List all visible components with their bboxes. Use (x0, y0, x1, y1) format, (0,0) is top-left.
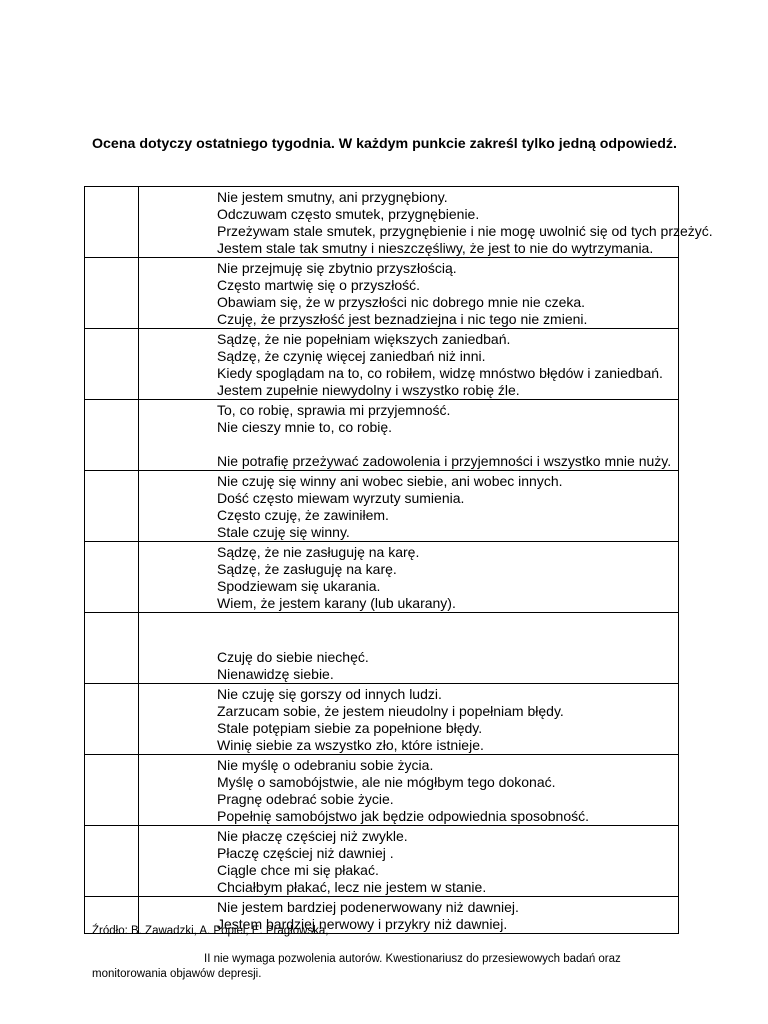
answer-option[interactable]: Czuję do siebie niechęć. (217, 649, 369, 665)
answer-option[interactable]: Myślę o samobójstwie, ale nie mógłbym tego dokonać. (217, 774, 556, 790)
answer-option[interactable]: Przeżywam stale smutek, przygnębienie i nie mogę uwolnić się od tych przeżyć. (217, 223, 713, 239)
answer-mark-cell[interactable] (85, 826, 139, 897)
answer-option[interactable]: Ciągle chce mi się płakać. (217, 862, 379, 878)
answer-option[interactable]: Sądzę, że czynię więcej zaniedbań niż inni. (217, 348, 486, 364)
answer-option[interactable]: Obawiam się, że w przyszłości nic dobrego mnie nie czeka. (217, 294, 586, 310)
answer-option[interactable]: Sądzę, że zasługuję na karę. (217, 561, 397, 577)
answer-mark-cell[interactable] (85, 400, 139, 471)
answer-option[interactable]: Nie cieszy mnie to, co robię. (217, 419, 393, 435)
question-row (85, 187, 679, 258)
page-heading: Ocena dotyczy ostatniego tygodnia. W każdym punkcie zakreśl tylko jedną odpowiedź. (92, 136, 677, 152)
answer-options-cell (139, 187, 713, 258)
answer-option[interactable]: Płaczę częściej niż dawniej . (217, 845, 394, 861)
answer-option[interactable]: Wiem, że jestem karany (lub ukarany). (217, 595, 456, 611)
questionnaire-table (84, 186, 713, 934)
answer-option[interactable]: Czuję, że przyszłość jest beznadziejna i nic tego nie zmieni. (217, 311, 588, 327)
answer-option[interactable]: Stale potępiam siebie za popełnione błędy. (217, 720, 483, 736)
answer-option[interactable]: Odczuwam często smutek, przygnębienie. (217, 206, 480, 222)
answer-options-cell (139, 755, 679, 826)
answer-option[interactable]: Nie czuję się winny ani wobec siebie, ani wobec innych. (217, 473, 563, 489)
question-row (85, 684, 679, 755)
question-row (85, 826, 679, 897)
answer-option[interactable]: Nie przejmuję się zbytnio przyszłością. (217, 260, 457, 276)
license-note: II nie wymaga pozwolenia autorów. Kwestionariusz do przesiewowych badań oraz monitorowania objawów depresji. (92, 953, 621, 980)
answer-option[interactable] (217, 632, 678, 649)
answer-option[interactable]: Często czuję, że zawiniłem. (217, 507, 389, 523)
answer-options-cell (139, 471, 679, 542)
answer-option[interactable]: Nie myślę o odebraniu sobie życia. (217, 757, 434, 773)
question-row (85, 542, 679, 613)
answer-options-cell (139, 258, 679, 329)
question-row (85, 755, 679, 826)
question-row (85, 471, 679, 542)
answer-option[interactable]: Zarzucam sobie, że jestem nieudolny i popełniam błędy. (217, 703, 564, 719)
answer-options-cell (139, 329, 679, 400)
answer-option[interactable] (217, 615, 678, 632)
answer-option[interactable]: Chciałbym płakać, lecz nie jestem w stanie. (217, 879, 487, 895)
answer-option[interactable]: To, co robię, sprawia mi przyjemność. (217, 402, 451, 418)
answer-options-cell (139, 826, 679, 897)
answer-option[interactable]: Kiedy spoglądam na to, co robiłem, widzę mnóstwo błędów i zaniedbań. (217, 365, 663, 381)
questionnaire-body (85, 187, 713, 934)
answer-option[interactable]: Sądzę, że nie zasługuję na karę. (217, 544, 420, 560)
answer-option[interactable]: Nie czuję się gorszy od innych ludzi. (217, 686, 442, 702)
answer-options-cell (139, 684, 679, 755)
answer-option[interactable]: Sądzę, że nie popełniam większych zaniedbań. (217, 331, 511, 347)
answer-mark-cell[interactable] (85, 542, 139, 613)
question-row (85, 329, 679, 400)
answer-mark-cell[interactable] (85, 684, 139, 755)
source-citation: Źródło: B. Zawadzki, A. Popiel, E. Pragłowska, (92, 925, 329, 937)
answer-option[interactable]: Dość często miewam wyrzuty sumienia. (217, 490, 465, 506)
answer-option[interactable]: Nie płaczę częściej niż zwykle. (217, 828, 408, 844)
answer-option[interactable]: Nie jestem bardziej podenerwowany niż dawniej. (217, 899, 519, 915)
answer-option[interactable]: Jestem stale tak smutny i nieszczęśliwy, że jest to nie do wytrzymania. (217, 240, 654, 256)
answer-option[interactable]: Winię siebie za wszystko zło, które istnieje. (217, 737, 484, 753)
answer-option[interactable]: Pragnę odebrać sobie życie. (217, 791, 394, 807)
answer-option[interactable] (217, 436, 678, 453)
answer-option[interactable]: Jestem bardziej nerwowy i przykry niż dawniej. (217, 916, 508, 932)
answer-option[interactable]: Nienawidzę siebie. (217, 666, 334, 682)
question-row (85, 258, 679, 329)
answer-mark-cell[interactable] (85, 471, 139, 542)
answer-option[interactable]: Jestem zupełnie niewydolny i wszystko robię źle. (217, 382, 520, 398)
answer-option[interactable]: Popełnię samobójstwo jak będzie odpowiednia sposobność. (217, 808, 590, 824)
answer-option[interactable]: Spodziewam się ukarania. (217, 578, 381, 594)
answer-options-cell (139, 542, 679, 613)
answer-options-cell (139, 613, 679, 684)
question-row (85, 613, 679, 684)
answer-mark-cell[interactable] (85, 329, 139, 400)
answer-mark-cell[interactable] (85, 613, 139, 684)
answer-option[interactable]: Nie potrafię przeżywać zadowolenia i przyjemności i wszystko mnie nuży. (217, 453, 672, 469)
answer-option[interactable]: Stale czuję się winny. (217, 524, 350, 540)
question-row (85, 400, 679, 471)
answer-mark-cell[interactable] (85, 258, 139, 329)
answer-option[interactable]: Często martwię się o przyszłość. (217, 277, 421, 293)
answer-mark-cell[interactable] (85, 187, 139, 258)
answer-options-cell (139, 400, 679, 471)
answer-mark-cell[interactable] (85, 755, 139, 826)
answer-option[interactable]: Nie jestem smutny, ani przygnębiony. (217, 189, 448, 205)
